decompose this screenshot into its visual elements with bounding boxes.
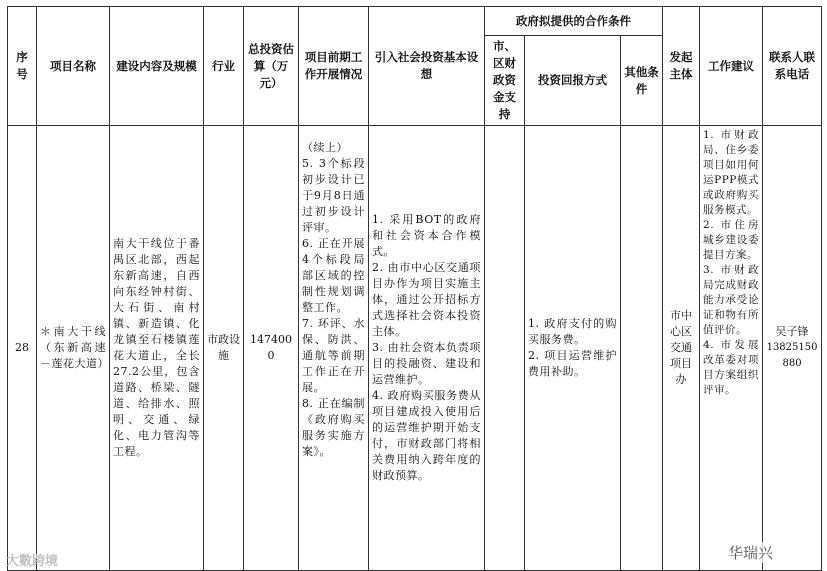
cell-other xyxy=(621,126,663,571)
header-social-capital: 引入社会投资基本设想 xyxy=(369,7,485,126)
cell-return xyxy=(525,126,621,571)
cell-contact xyxy=(763,126,822,571)
header-sponsor: 发起主体 xyxy=(663,7,700,126)
header-fiscal: 市、区财政资金支持 xyxy=(485,36,525,126)
project-table xyxy=(7,6,822,571)
cell-industry: 市政设施 xyxy=(204,126,244,571)
social-capital-item: 2. 由市中心区交通项目办作为项目实施主体，通过公开招标方式选择社会资本投资主体。 xyxy=(372,261,481,338)
watermark-right: 华瑞兴 xyxy=(727,544,773,562)
suggestion-item: 2. 市住房城乡建设委提目方案。 xyxy=(703,219,760,261)
cell-content: 南大干线位于番禺区北部，西起东新高速，自西向东经钟村街、大石街、南村镇、新造镇、化龙镇至石楼镇莲花大道止，全长27.2公里，包含道路、桥梁、隧道、给排水、照明、交通、绿化、电力管沟等工程。 xyxy=(110,126,204,571)
watermark-left: 大數跨境 xyxy=(6,554,59,569)
preliminary-item: （续上） xyxy=(302,141,348,154)
header-seq: 序号 xyxy=(8,7,37,126)
header-content: 建设内容及规模 xyxy=(110,7,204,126)
cell-sponsor: 市中心区交通项目办 xyxy=(663,126,700,571)
preliminary-item: 8. 正在编制《政府购买服务实施方案》。 xyxy=(302,397,365,458)
cell-name: ＊南大干线（东新高速－莲花大道） xyxy=(37,126,110,571)
social-capital-item: 4. 政府购买服务费从项目建成投入使用后的运营维护期开始支付，市财政部门将相关费用纳入跨年度的财政预算。 xyxy=(372,389,481,482)
social-capital-item: 1. 采用BOT的政府和社会资本合作模式。 xyxy=(372,213,481,258)
header-other: 其他条件 xyxy=(621,36,663,126)
cell-seq: 28 xyxy=(8,126,37,571)
return-item: 2. 项目运营维护费用补助。 xyxy=(528,349,617,378)
suggestion-item: 1. 市财政局、住乡委项目如用何运PPP模式或政府购买服务模式。 xyxy=(703,129,760,216)
cell-fiscal xyxy=(485,126,525,571)
header-row-1 xyxy=(8,7,822,36)
cell-preliminary xyxy=(299,126,369,571)
header-return: 投资回报方式 xyxy=(525,36,621,126)
header-industry: 行业 xyxy=(204,7,244,126)
header-name: 项目名称 xyxy=(37,7,110,126)
contact-name: 吴子锋 xyxy=(775,325,809,338)
header-gov-conditions: 政府拟提供的合作条件 xyxy=(485,7,663,36)
preliminary-item: 7. 环评、水保、防洪、通航等前期工作正在开展。 xyxy=(302,317,365,394)
header-preliminary: 项目前期工作开展情况 xyxy=(299,7,369,126)
suggestion-item: 4. 市发展改革委对项目方案组织评审。 xyxy=(703,339,760,396)
social-capital-item: 3. 由社会资本负责项目的投融资、建设和运营维护。 xyxy=(372,341,481,386)
table-row xyxy=(8,126,822,571)
preliminary-item: 5. 3个标段初步设计已于9月8日通过初步设计评审。 xyxy=(302,157,365,234)
cell-social-capital xyxy=(369,126,485,571)
contact-phone: 13825150880 xyxy=(766,342,818,369)
header-investment: 总投资估算（万元） xyxy=(244,7,299,126)
cell-suggestion xyxy=(700,126,763,571)
preliminary-item: 6. 正在开展4个标段局部区域的控制性规划调整工作。 xyxy=(302,237,365,314)
header-contact: 联系人联系电话 xyxy=(763,7,822,126)
header-suggestion: 工作建议 xyxy=(700,7,763,126)
cell-investment: 1474000 xyxy=(244,126,299,571)
return-item: 1. 政府支付的购买服务费。 xyxy=(528,317,617,346)
suggestion-item: 3. 市财政局完成财政能力承受论证和物有所值评价。 xyxy=(703,264,760,336)
